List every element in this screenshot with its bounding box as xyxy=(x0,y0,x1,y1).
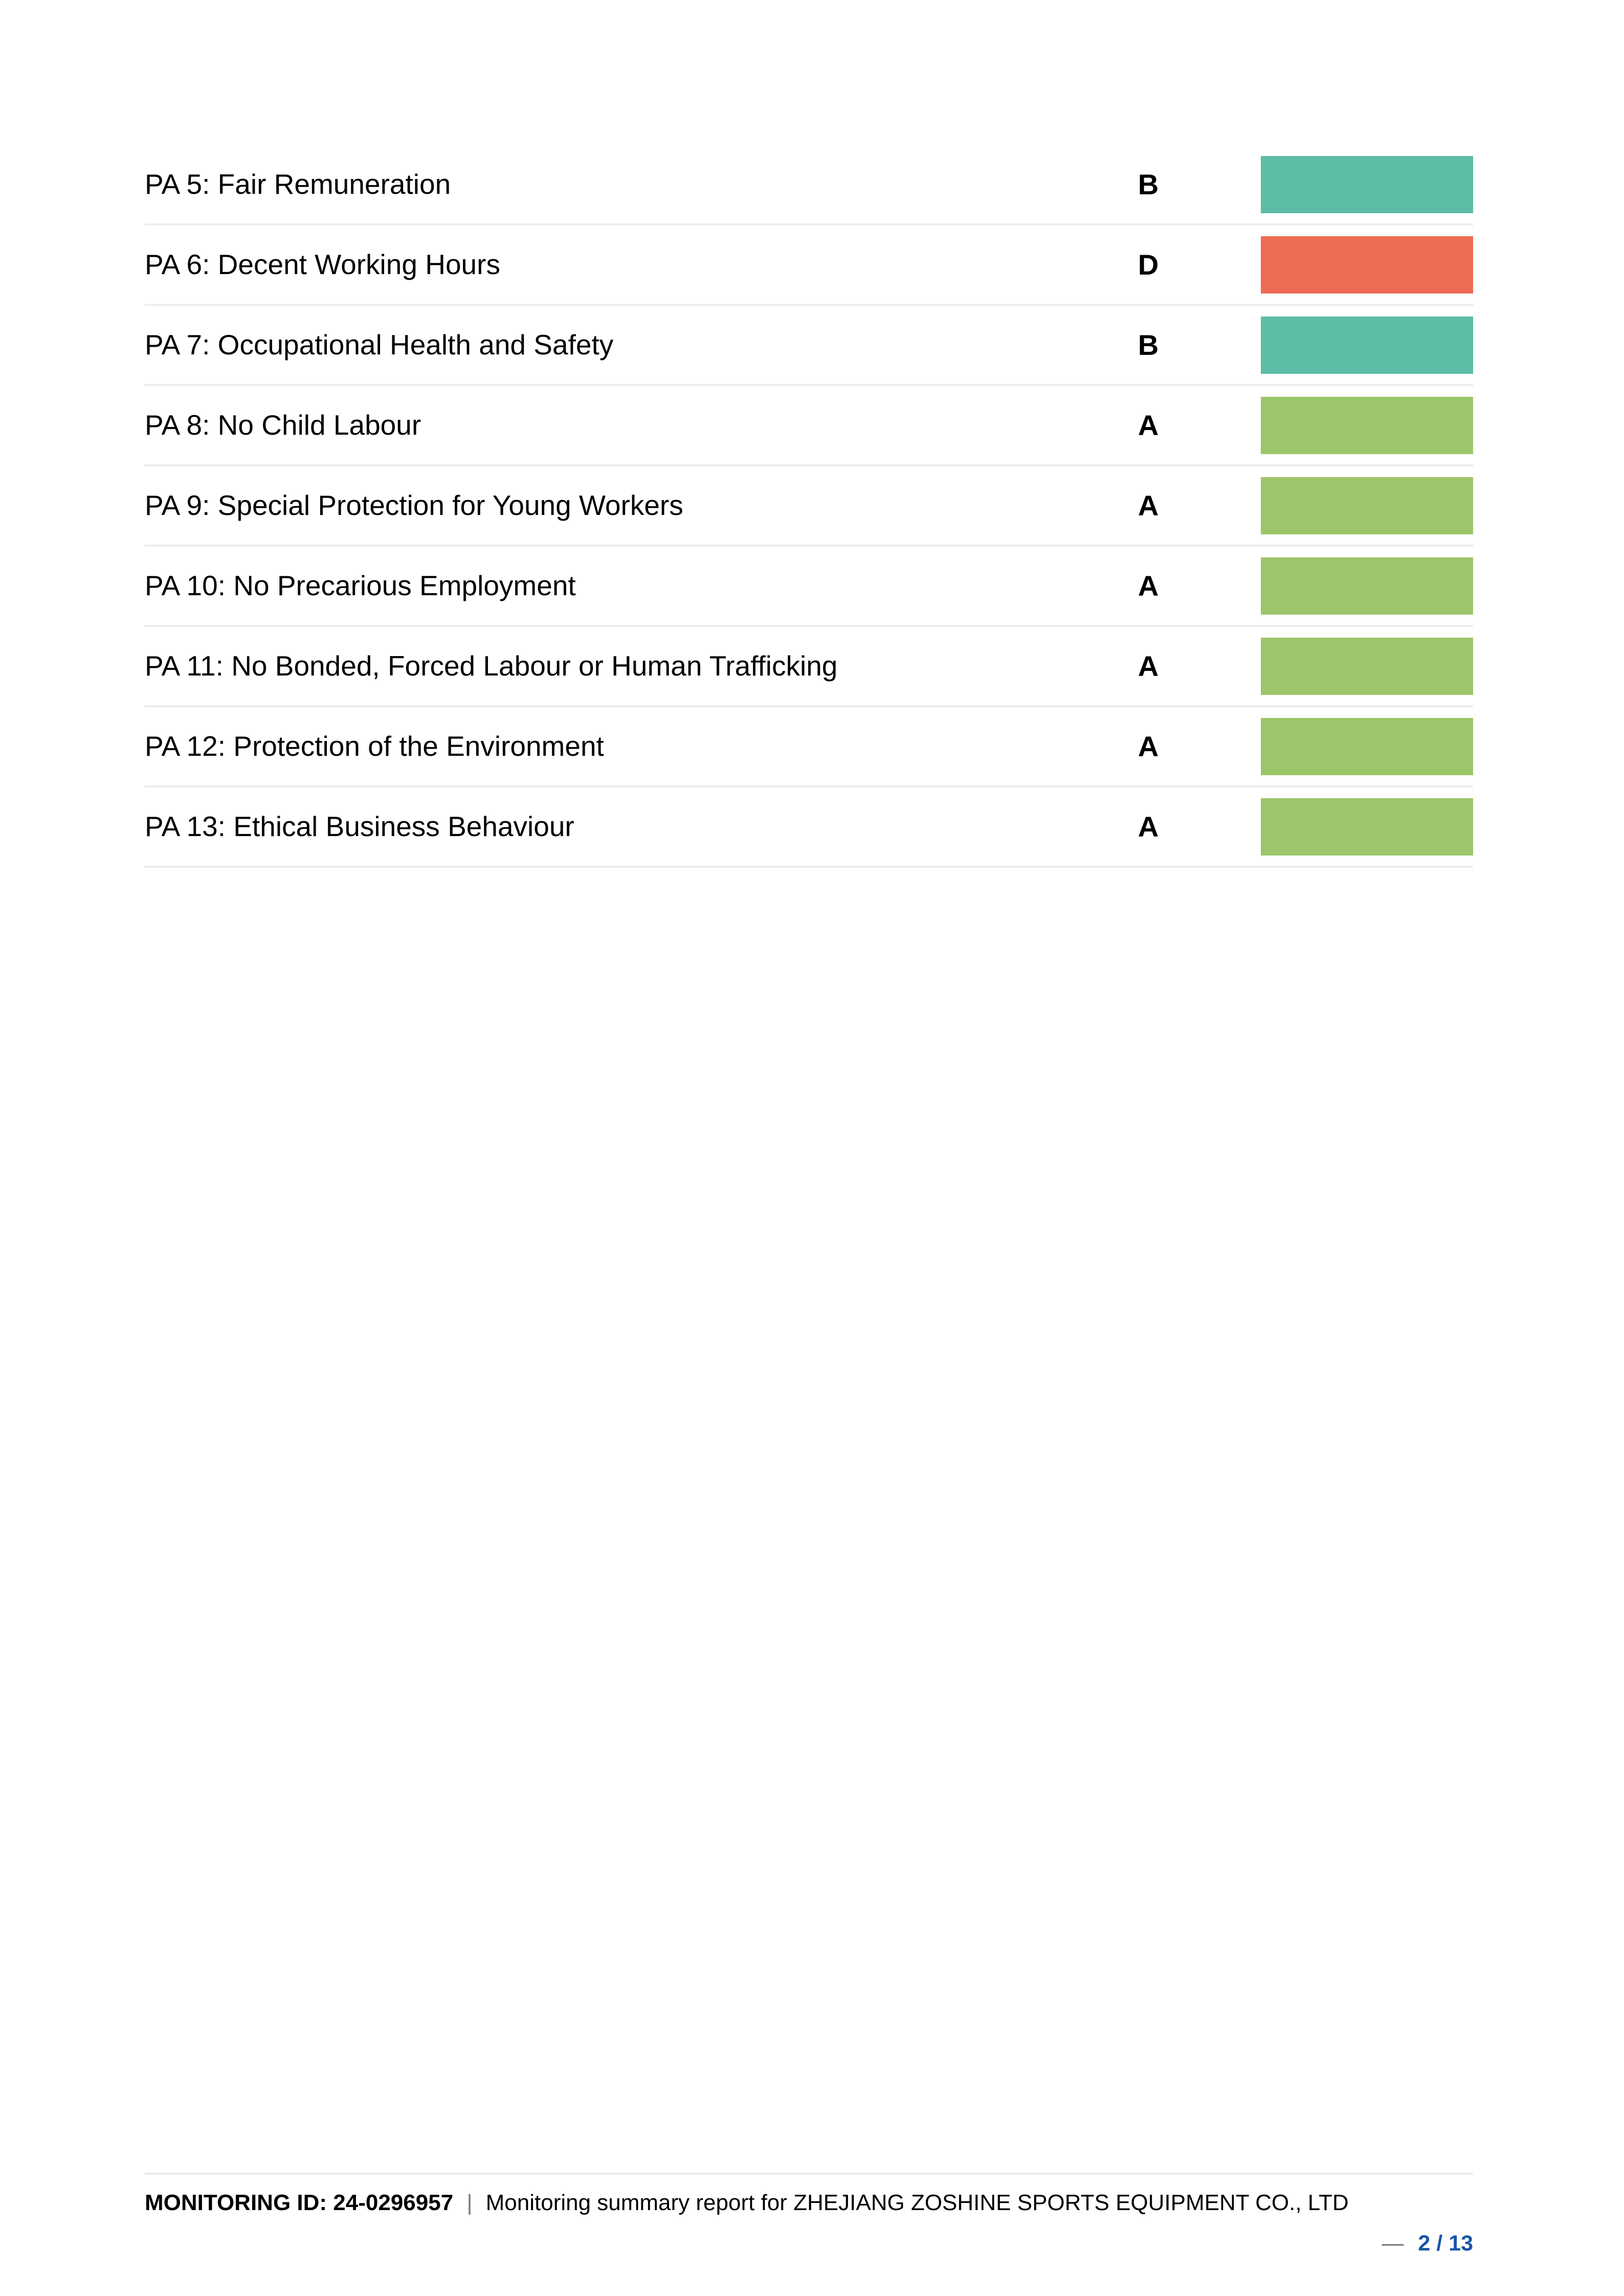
pa-label: PA 6: Decent Working Hours xyxy=(145,249,500,280)
page-indicator xyxy=(1382,2233,1473,2255)
pa-label: PA 11: No Bonded, Forced Labour or Human Trafficking xyxy=(145,650,838,682)
pa-grade-letter: B xyxy=(1138,168,1159,200)
table-row xyxy=(145,627,1473,707)
pa-grade-letter: A xyxy=(1138,409,1159,441)
footer-report-title: Monitoring summary report for ZHEJIANG ZOSHINE SPORTS EQUIPMENT CO., LTD xyxy=(485,2190,1349,2215)
footer-text-line xyxy=(145,2190,1473,2216)
monitoring-id: MONITORING ID: 24-0296957 xyxy=(145,2190,454,2215)
pa-label: PA 12: Protection of the Environment xyxy=(145,730,604,762)
pa-label: PA 10: No Precarious Employment xyxy=(145,570,576,601)
table-row xyxy=(145,547,1473,627)
pa-grade-bar xyxy=(1261,156,1473,213)
table-row xyxy=(145,466,1473,547)
pa-grade-letter: D xyxy=(1138,248,1159,281)
pager-dash: — xyxy=(1382,2231,1404,2256)
pa-grade-bar xyxy=(1261,397,1473,454)
footer-separator: | xyxy=(466,2190,473,2215)
pa-label: PA 5: Fair Remuneration xyxy=(145,168,451,200)
pa-label: PA 13: Ethical Business Behaviour xyxy=(145,811,574,842)
table-row xyxy=(145,787,1473,868)
pa-grade-letter: A xyxy=(1138,730,1159,762)
table-row xyxy=(145,386,1473,466)
page-number: 2 / 13 xyxy=(1418,2231,1473,2256)
pa-grade-letter: A xyxy=(1138,810,1159,843)
pa-label: PA 9: Special Protection for Young Workers xyxy=(145,489,683,521)
pa-grade-bar xyxy=(1261,477,1473,534)
pa-grade-letter: A xyxy=(1138,569,1159,602)
table-rows-container xyxy=(145,145,1473,868)
pa-grade-bar xyxy=(1261,236,1473,294)
table-row xyxy=(145,707,1473,787)
pa-grade-letter: A xyxy=(1138,649,1159,682)
table-row xyxy=(145,226,1473,306)
pa-grade-bar xyxy=(1261,317,1473,374)
performance-areas-table xyxy=(145,145,1473,868)
table-row xyxy=(145,306,1473,386)
pa-label: PA 7: Occupational Health and Safety xyxy=(145,329,614,361)
table-row xyxy=(145,145,1473,226)
pa-grade-bar xyxy=(1261,798,1473,856)
pa-grade-bar xyxy=(1261,718,1473,775)
pa-grade-letter: B xyxy=(1138,328,1159,361)
pa-grade-bar xyxy=(1261,557,1473,615)
pa-grade-bar xyxy=(1261,638,1473,695)
footer-divider xyxy=(145,2173,1473,2175)
pa-grade-letter: A xyxy=(1138,489,1159,522)
pa-label: PA 8: No Child Labour xyxy=(145,409,421,441)
